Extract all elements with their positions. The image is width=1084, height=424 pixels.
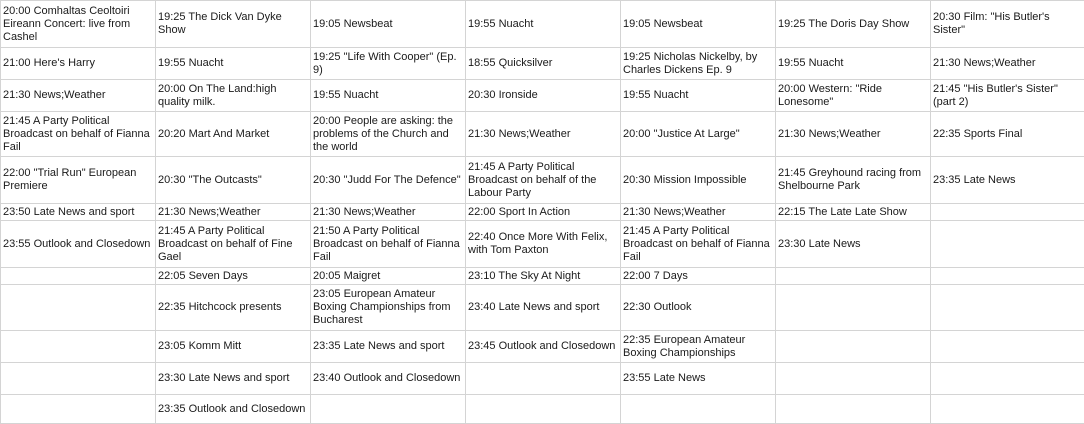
grid-cell[interactable]: [466, 395, 621, 424]
grid-cell[interactable]: [311, 395, 466, 424]
table-row: [1, 157, 1084, 204]
grid-cell[interactable]: 20:00 Western: "Ride Lonesome": [776, 80, 931, 112]
grid-cell[interactable]: 23:30 Late News and sport: [156, 363, 311, 395]
grid-cell[interactable]: 22:00 Sport In Action: [466, 204, 621, 221]
grid-cell[interactable]: [1, 331, 156, 363]
grid-cell[interactable]: [931, 268, 1084, 285]
grid-cell[interactable]: 22:35 Sports Final: [931, 112, 1084, 157]
grid-cell[interactable]: [776, 285, 931, 331]
grid-cell[interactable]: [776, 268, 931, 285]
grid-cell[interactable]: 23:50 Late News and sport: [1, 204, 156, 221]
grid-cell[interactable]: 20:30 Film: "His Butler's Sister": [931, 1, 1084, 48]
table-row: [1, 331, 1084, 363]
grid-cell[interactable]: 22:30 Outlook: [621, 285, 776, 331]
grid-cell[interactable]: 19:55 Nuacht: [466, 1, 621, 48]
grid-cell[interactable]: [931, 395, 1084, 424]
grid-cell[interactable]: 22:35 European Amateur Boxing Championships: [621, 331, 776, 363]
grid-cell[interactable]: 19:55 Nuacht: [621, 80, 776, 112]
grid-cell[interactable]: 22:40 Once More With Felix, with Tom Paxton: [466, 221, 621, 268]
grid-cell[interactable]: 23:40 Outlook and Closedown: [311, 363, 466, 395]
grid-cell[interactable]: 19:25 The Dick Van Dyke Show: [156, 1, 311, 48]
grid-cell[interactable]: [931, 363, 1084, 395]
grid-cell[interactable]: 19:05 Newsbeat: [311, 1, 466, 48]
table-row: [1, 363, 1084, 395]
grid-cell[interactable]: [776, 363, 931, 395]
grid-cell[interactable]: 20:05 Maigret: [311, 268, 466, 285]
grid-cell[interactable]: 23:35 Late News: [931, 157, 1084, 204]
grid-cell[interactable]: 21:30 News;Weather: [621, 204, 776, 221]
grid-cell[interactable]: 20:00 On The Land:high quality milk.: [156, 80, 311, 112]
grid-cell[interactable]: [931, 221, 1084, 268]
grid-cell[interactable]: 21:45 A Party Political Broadcast on behalf of Fianna Fail: [621, 221, 776, 268]
grid-cell[interactable]: 19:05 Newsbeat: [621, 1, 776, 48]
grid-cell[interactable]: 23:35 Outlook and Closedown: [156, 395, 311, 424]
grid-cell[interactable]: 20:30 "Judd For The Defence": [311, 157, 466, 204]
grid-cell[interactable]: 18:55 Quicksilver: [466, 48, 621, 80]
grid-cell[interactable]: 21:45 A Party Political Broadcast on behalf of the Labour Party: [466, 157, 621, 204]
grid-cell[interactable]: 21:50 A Party Political Broadcast on behalf of Fianna Fail: [311, 221, 466, 268]
table-row: [1, 268, 1084, 285]
grid-cell[interactable]: [466, 363, 621, 395]
grid-cell[interactable]: 21:30 News;Weather: [156, 204, 311, 221]
grid-cell[interactable]: 19:25 Nicholas Nickelby, by Charles Dickens Ep. 9: [621, 48, 776, 80]
grid-cell[interactable]: 23:55 Late News: [621, 363, 776, 395]
grid-cell[interactable]: [621, 395, 776, 424]
table-row: [1, 204, 1084, 221]
grid-cell[interactable]: 23:05 European Amateur Boxing Championships from Bucharest: [311, 285, 466, 331]
table-row: [1, 48, 1084, 80]
grid-cell[interactable]: [931, 204, 1084, 221]
table-row: [1, 285, 1084, 331]
table-row: [1, 1, 1084, 48]
grid-cell[interactable]: [1, 285, 156, 331]
grid-cell[interactable]: 23:30 Late News: [776, 221, 931, 268]
grid-cell[interactable]: 23:10 The Sky At Night: [466, 268, 621, 285]
grid-cell[interactable]: 21:45 A Party Political Broadcast on behalf of Fianna Fail: [1, 112, 156, 157]
grid-cell[interactable]: [931, 285, 1084, 331]
grid-cell[interactable]: 19:25 "Life With Cooper" (Ep. 9): [311, 48, 466, 80]
grid-cell[interactable]: 22:05 Seven Days: [156, 268, 311, 285]
grid-cell[interactable]: 23:55 Outlook and Closedown: [1, 221, 156, 268]
grid-cell[interactable]: [1, 363, 156, 395]
grid-cell[interactable]: 23:05 Komm Mitt: [156, 331, 311, 363]
grid-cell[interactable]: [931, 331, 1084, 363]
grid-cell[interactable]: 20:30 Mission Impossible: [621, 157, 776, 204]
grid-cell[interactable]: 19:55 Nuacht: [156, 48, 311, 80]
grid-cell[interactable]: 21:45 Greyhound racing from Shelbourne Park: [776, 157, 931, 204]
grid-cell[interactable]: 21:00 Here's Harry: [1, 48, 156, 80]
grid-cell[interactable]: 22:35 Hitchcock presents: [156, 285, 311, 331]
grid-cell[interactable]: 20:00 Comhaltas Ceoltoiri Eireann Concert: live from Cashel: [1, 1, 156, 48]
grid-cell[interactable]: 23:45 Outlook and Closedown: [466, 331, 621, 363]
grid-cell[interactable]: 21:30 News;Weather: [776, 112, 931, 157]
grid-cell[interactable]: 20:00 "Justice At Large": [621, 112, 776, 157]
grid-cell[interactable]: 19:55 Nuacht: [311, 80, 466, 112]
grid-cell[interactable]: 21:45 A Party Political Broadcast on behalf of Fine Gael: [156, 221, 311, 268]
grid-cell[interactable]: 20:00 People are asking: the problems of the Church and the world: [311, 112, 466, 157]
grid-cell[interactable]: 21:30 News;Weather: [466, 112, 621, 157]
grid-cell[interactable]: 22:00 7 Days: [621, 268, 776, 285]
grid-cell[interactable]: [776, 395, 931, 424]
grid-cell[interactable]: 19:25 The Doris Day Show: [776, 1, 931, 48]
table-row: [1, 80, 1084, 112]
grid-cell[interactable]: 21:30 News;Weather: [311, 204, 466, 221]
grid-cell[interactable]: 20:30 "The Outcasts": [156, 157, 311, 204]
grid-cell[interactable]: [1, 395, 156, 424]
grid-cell[interactable]: 23:40 Late News and sport: [466, 285, 621, 331]
grid-cell[interactable]: [1, 268, 156, 285]
table-row: [1, 112, 1084, 157]
grid-cell[interactable]: 23:35 Late News and sport: [311, 331, 466, 363]
grid-cell[interactable]: 21:30 News;Weather: [1, 80, 156, 112]
table-row: [1, 221, 1084, 268]
grid-cell[interactable]: 20:30 Ironside: [466, 80, 621, 112]
grid-cell[interactable]: 21:30 News;Weather: [931, 48, 1084, 80]
grid-cell[interactable]: 21:45 "His Butler's Sister" (part 2): [931, 80, 1084, 112]
grid-cell[interactable]: 20:20 Mart And Market: [156, 112, 311, 157]
table-row: [1, 395, 1084, 424]
grid-cell[interactable]: 22:00 "Trial Run" European Premiere: [1, 157, 156, 204]
grid-cell[interactable]: 22:15 The Late Late Show: [776, 204, 931, 221]
grid-cell[interactable]: [776, 331, 931, 363]
grid-cell[interactable]: 19:55 Nuacht: [776, 48, 931, 80]
